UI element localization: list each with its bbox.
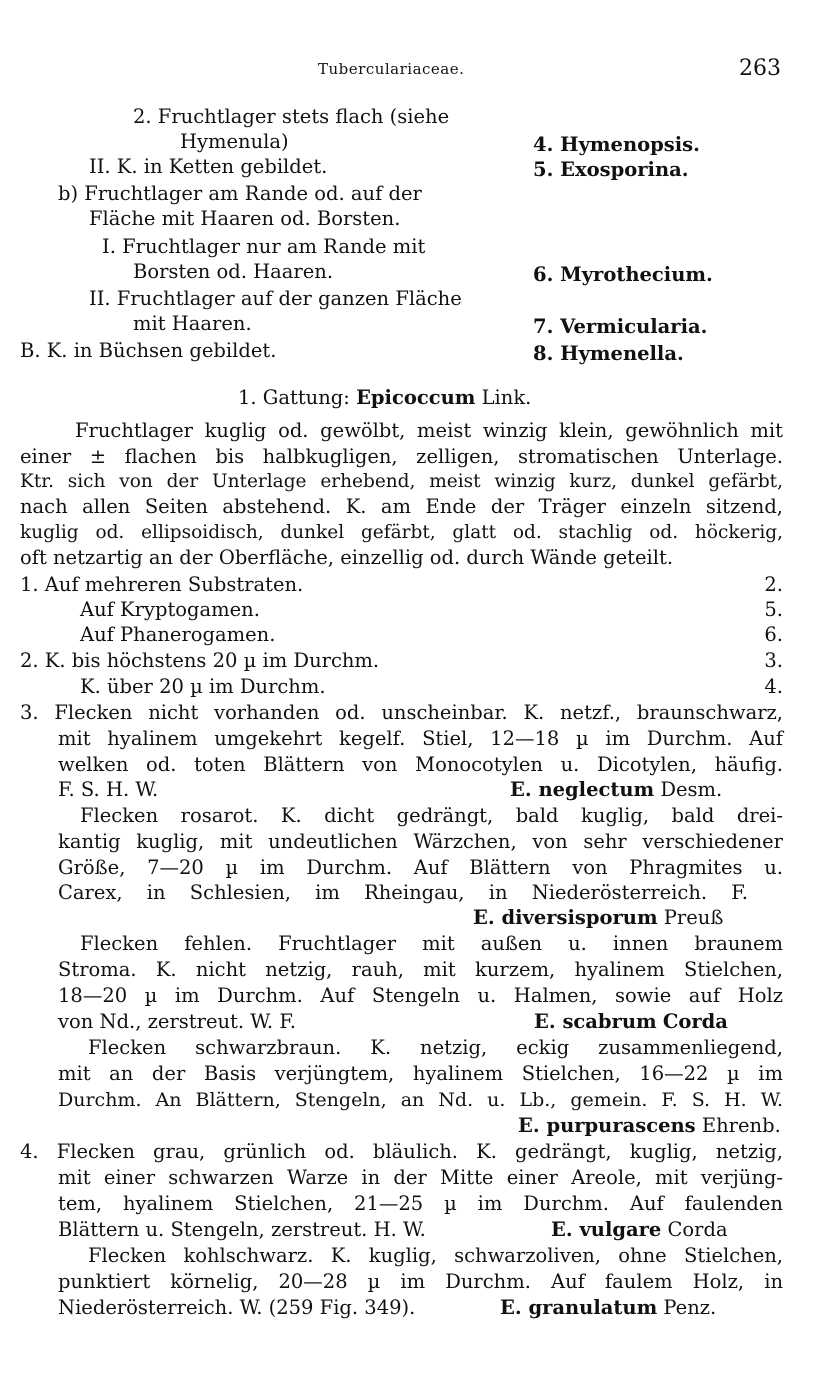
species-name: E. vulgare: [551, 1218, 662, 1241]
species-line: Stroma. K. nicht netzig, rauh, mit kurzem, hyalinem Stielchen,: [58, 958, 783, 981]
species-line: 4. Flecken grau, grünlich od. bläulich. K. gedrängt, kuglig, netzig,: [20, 1140, 783, 1163]
key-line: K. über 20 µ im Durchm.: [80, 675, 326, 698]
species-author: Corda: [667, 1218, 728, 1241]
key-top-genus: 6. Myrothecium.: [533, 263, 713, 286]
description-line: kuglig od. ellipsoidisch, dunkel gefärbt, glatt od. stachlig od. höckerig,: [20, 522, 783, 543]
key-ref: 2.: [764, 573, 783, 596]
genus-prefix: 1. Gattung:: [238, 386, 350, 409]
species-author: Ehrenb.: [701, 1114, 781, 1137]
species-name-line: [551, 1217, 728, 1243]
species-line: Flecken schwarzbraun. K. netzig, eckig zusammenliegend,: [88, 1036, 783, 1059]
key-top-line: 2. Fruchtlager stets flach (siehe: [133, 105, 450, 128]
species-author: Preuß: [663, 906, 724, 929]
species-name-line: [534, 1009, 728, 1035]
species-line: 3. Flecken nicht vorhanden od. unscheinbar. K. netzf., braunschwarz,: [20, 701, 783, 724]
species-name-line: [510, 777, 722, 803]
species-line: Flecken rosarot. K. dicht gedrängt, bald kuglig, bald drei-: [80, 804, 783, 827]
page-number: 263: [739, 56, 781, 81]
key-line: 2. K. bis höchstens 20 µ im Durchm.: [20, 649, 380, 672]
key-top-line: Borsten od. Haaren.: [133, 260, 334, 283]
key-top-line: Fläche mit Haaren od. Borsten.: [89, 207, 401, 230]
description-line: Fruchtlager kuglig od. gewölbt, meist winzig klein, gewöhnlich mit: [75, 419, 783, 442]
species-author: Desm.: [660, 778, 723, 801]
species-name-line: [473, 905, 723, 931]
running-title: Tuberculariaceae.: [318, 60, 465, 78]
key-top-line: I. Fruchtlager nur am Rande mit: [102, 235, 426, 258]
description-line: Ktr. sich von der Unterlage erhebend, meist winzig kurz, dunkel gefärbt,: [20, 471, 783, 492]
species-line: Flecken fehlen. Fruchtlager mit außen u. innen braunem: [80, 932, 783, 955]
species-line: mit hyalinem umgekehrt kegelf. Stiel, 12—18 µ im Durchm. Auf: [58, 727, 783, 750]
key-top-line: B. K. in Büchsen gebildet.: [20, 339, 277, 362]
key-top-line: b) Fruchtlager am Rande od. auf der: [58, 182, 422, 205]
key-ref: 5.: [764, 598, 783, 621]
species-line: kantig kuglig, mit undeutlichen Wärzchen, von sehr verschiedener: [58, 830, 783, 853]
species-line: mit an der Basis verjüngtem, hyalinem Stielchen, 16—22 µ im: [58, 1062, 783, 1085]
species-name: E. granulatum: [500, 1296, 658, 1319]
species-name: E. neglectum: [510, 778, 655, 801]
key-ref: 3.: [764, 649, 783, 672]
description-line: oft netzartig an der Oberfläche, einzellig od. durch Wände geteilt.: [20, 546, 674, 569]
key-line: 1. Auf mehreren Substraten.: [20, 573, 304, 596]
genus-heading: [238, 385, 531, 411]
key-top-line: II. Fruchtlager auf der ganzen Fläche: [89, 287, 462, 310]
species-distribution: F. S. H. W.: [58, 778, 159, 801]
species-line: welken od. toten Blättern von Monocotylen u. Dicotylen, häufig.: [58, 753, 783, 776]
key-top-genus: 5. Exosporina.: [533, 158, 689, 181]
species-distribution: Blättern u. Stengeln, zerstreut. H. W.: [58, 1218, 426, 1241]
species-line: mit einer schwarzen Warze in der Mitte einer Areole, mit verjüng-: [58, 1166, 783, 1189]
key-top-line: II. K. in Ketten gebildet.: [89, 155, 328, 178]
key-ref: 4.: [764, 675, 783, 698]
key-top-genus: 8. Hymenella.: [533, 342, 684, 365]
species-author: Penz.: [663, 1296, 717, 1319]
key-line: Auf Kryptogamen.: [80, 598, 260, 621]
description-line: einer ± flachen bis halbkugligen, zelligen, stromatischen Unterlage.: [20, 445, 783, 468]
species-line: Größe, 7—20 µ im Durchm. Auf Blättern von Phragmites u.: [58, 856, 783, 879]
key-top-line: Hymenula): [180, 130, 289, 153]
key-top-genus: 7. Vermicularia.: [533, 315, 708, 338]
species-distribution: Niederösterreich. W. (259 Fig. 349).: [58, 1296, 416, 1319]
genus-author: Link.: [481, 386, 532, 409]
species-line: Durchm. An Blättern, Stengeln, an Nd. u. Lb., gemein. F. S. H. W.: [58, 1089, 783, 1111]
species-name: E. purpurascens: [518, 1114, 696, 1137]
key-top-line: mit Haaren.: [133, 312, 252, 335]
species-distribution: von Nd., zerstreut. W. F.: [58, 1010, 297, 1033]
species-line: punktiert körnelig, 20—28 µ im Durchm. Auf faulem Holz, in: [58, 1270, 783, 1293]
description-line: nach allen Seiten abstehend. K. am Ende der Träger einzeln sitzend,: [20, 495, 783, 518]
species-name-line: [518, 1113, 781, 1139]
key-ref: 6.: [764, 623, 783, 646]
key-line: Auf Phanerogamen.: [80, 623, 276, 646]
species-line: Flecken kohlschwarz. K. kuglig, schwarzoliven, ohne Stielchen,: [88, 1244, 783, 1267]
species-line: tem, hyalinem Stielchen, 21—25 µ im Durchm. Auf faulenden: [58, 1192, 783, 1215]
species-name: E. diversisporum: [473, 906, 658, 929]
species-line: 18—20 µ im Durchm. Auf Stengeln u. Halmen, sowie auf Holz: [58, 984, 783, 1007]
species-author: Corda: [662, 1010, 728, 1033]
species-line: Carex, in Schlesien, im Rheingau, in Niederösterreich. F.: [58, 881, 748, 904]
key-top-genus: 4. Hymenopsis.: [533, 133, 700, 156]
genus-name: Epicoccum: [356, 386, 476, 409]
species-name: E. scabrum: [534, 1010, 657, 1033]
species-name-line: [500, 1295, 716, 1321]
